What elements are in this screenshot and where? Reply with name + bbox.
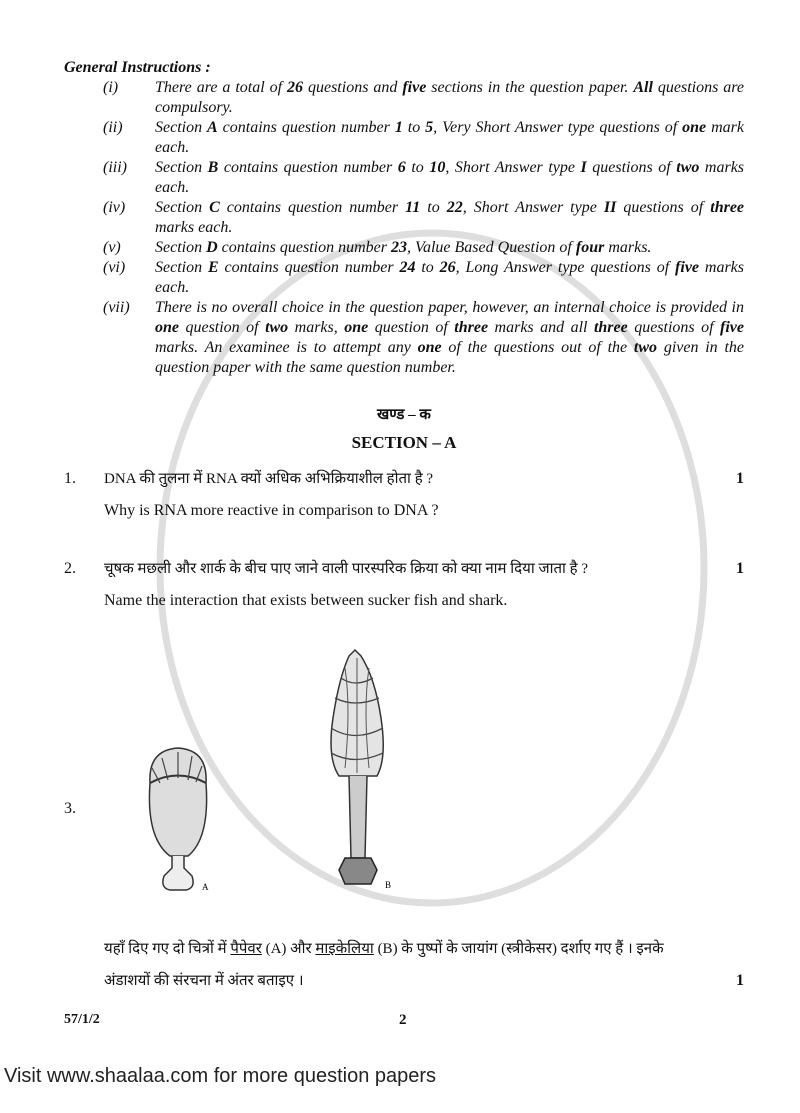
emphasis: C bbox=[209, 199, 220, 216]
emphasis: E bbox=[207, 259, 219, 276]
instruction-number: (ii) bbox=[103, 119, 123, 136]
instruction-item bbox=[103, 258, 744, 298]
emphasis: 11 bbox=[405, 199, 421, 216]
question-marks: 1 bbox=[736, 470, 744, 487]
figure-michelia-gynoecium bbox=[315, 648, 405, 910]
emphasis: three bbox=[454, 319, 489, 336]
figure-label-b: B bbox=[385, 880, 392, 890]
emphasis: one bbox=[682, 119, 707, 136]
text-part: to bbox=[402, 119, 426, 136]
question-text-hindi: DNA की तुलना में RNA क्यों अधिक अभिक्रियाशील होता है ? bbox=[104, 471, 434, 487]
text-part: contains question number bbox=[218, 259, 400, 276]
term-michelia: माइकेलिया bbox=[315, 941, 374, 957]
emphasis: three bbox=[593, 319, 628, 336]
question-number: 2. bbox=[64, 560, 76, 577]
instruction-number: (iv) bbox=[103, 199, 126, 216]
instruction-item bbox=[103, 298, 744, 378]
page-number: 2 bbox=[399, 1012, 407, 1028]
text-part: questions and bbox=[303, 79, 403, 96]
visit-banner[interactable] bbox=[4, 1064, 744, 1088]
question-number: 1. bbox=[64, 470, 76, 487]
text-part: question of bbox=[179, 319, 266, 336]
figure-label-a: A bbox=[202, 882, 209, 892]
text-part: marks each. bbox=[155, 259, 745, 296]
text-part: (A) और bbox=[261, 941, 316, 957]
text-part: , Value Based Question of bbox=[406, 239, 576, 256]
footer bbox=[64, 1010, 744, 1030]
text-part: mark each. bbox=[155, 119, 744, 156]
text-part: marks each. bbox=[155, 159, 745, 196]
emphasis: three bbox=[710, 199, 745, 216]
emphasis: two bbox=[633, 339, 658, 356]
emphasis: II bbox=[603, 199, 617, 216]
emphasis: 6 bbox=[397, 159, 406, 176]
question-marks: 1 bbox=[736, 972, 744, 989]
emphasis: 26 bbox=[287, 79, 304, 96]
text-part: There is no overall choice in the question paper, however, an internal choice is provided in bbox=[155, 299, 744, 316]
text-part: marks and all bbox=[488, 319, 594, 336]
text-part: marks each. bbox=[155, 219, 233, 236]
text-part: Section bbox=[155, 239, 207, 256]
emphasis: 1 bbox=[394, 119, 403, 136]
visit-text[interactable]: Visit www.shaalaa.com for more question papers bbox=[4, 1065, 437, 1087]
question-text-english: Name the interaction that exists between sucker fish and shark. bbox=[104, 592, 508, 609]
emphasis: 5 bbox=[425, 119, 434, 136]
emphasis: 10 bbox=[429, 159, 446, 176]
emphasis: four bbox=[575, 239, 605, 256]
text-part: marks, bbox=[288, 319, 345, 336]
instruction-text bbox=[155, 198, 744, 238]
question-marks: 1 bbox=[736, 560, 744, 577]
question-1 bbox=[64, 468, 744, 522]
term-papaver: पैपेवर bbox=[230, 941, 262, 957]
text-part: questions are compulsory. bbox=[155, 79, 744, 116]
instruction-number: (vii) bbox=[103, 299, 130, 316]
instruction-item bbox=[103, 158, 744, 198]
text-part: question of bbox=[368, 319, 455, 336]
text-part: , Long Answer type questions of bbox=[455, 259, 676, 276]
section-title-hindi: खण्ड – क bbox=[377, 407, 431, 423]
emphasis: two bbox=[676, 159, 700, 176]
text-part: questions of bbox=[627, 319, 721, 336]
emphasis: 22 bbox=[446, 199, 463, 216]
instruction-text bbox=[155, 258, 744, 298]
emphasis: A bbox=[207, 119, 218, 136]
text-part: , Very Short Answer type questions of bbox=[433, 119, 683, 136]
text-part: marks. An examinee is to attempt any bbox=[155, 339, 418, 356]
question-text-hindi bbox=[104, 938, 704, 960]
emphasis: one bbox=[155, 319, 179, 336]
section-title: SECTION – A bbox=[351, 433, 457, 452]
text-part: यहाँ दिए गए दो चित्रों में bbox=[104, 941, 231, 957]
text-part: There are a total of bbox=[155, 79, 288, 96]
emphasis: five bbox=[402, 79, 427, 96]
instruction-number: (iii) bbox=[103, 159, 127, 176]
text-part: contains question number bbox=[217, 119, 395, 136]
question-text-hindi-line2: अंडाशयों की संरचना में अंतर बताइए । bbox=[104, 973, 304, 989]
emphasis: 23 bbox=[390, 239, 407, 256]
question-text-english: Why is RNA more reactive in comparison to DNA ? bbox=[104, 502, 439, 519]
text-part: , Short Answer type bbox=[445, 159, 581, 176]
instruction-item bbox=[103, 198, 744, 238]
text-part: contains question number bbox=[219, 199, 406, 216]
text-part: of the questions out of the bbox=[441, 339, 634, 356]
text-part: contains question number bbox=[218, 159, 398, 176]
text-part: Section bbox=[155, 159, 208, 176]
paper-code: 57/1/2 bbox=[64, 1012, 100, 1027]
emphasis: one bbox=[417, 339, 442, 356]
text-part: (B) के पुष्पों के जायांग (स्त्रीकेसर) दर्शाए गए हैं । इनके bbox=[373, 941, 664, 957]
text-part: to bbox=[405, 159, 430, 176]
text-part: sections in the question paper. bbox=[426, 79, 634, 96]
instruction-item bbox=[103, 118, 744, 158]
question-2 bbox=[64, 558, 744, 612]
instruction-number: (vi) bbox=[103, 259, 126, 276]
emphasis: two bbox=[265, 319, 289, 336]
emphasis: 26 bbox=[439, 259, 456, 276]
text-part: contains question number bbox=[217, 239, 391, 256]
figure-papaver-gynoecium bbox=[130, 738, 220, 908]
text-part: Section bbox=[155, 119, 208, 136]
emphasis: All bbox=[633, 79, 653, 96]
instructions-title: General Instructions : bbox=[64, 59, 211, 76]
emphasis: one bbox=[344, 319, 369, 336]
text-part: to bbox=[415, 259, 440, 276]
question-text-hindi: चूषक मछली और शार्क के बीच पाए जाने वाली पारस्परिक क्रिया को क्या नाम दिया जाता है ? bbox=[104, 561, 589, 577]
instruction-text bbox=[155, 78, 744, 118]
emphasis: I bbox=[580, 159, 587, 176]
emphasis: D bbox=[206, 239, 218, 256]
text-part: Section bbox=[155, 259, 208, 276]
question-3 bbox=[64, 648, 744, 992]
text-part: to bbox=[420, 199, 447, 216]
emphasis: five bbox=[720, 319, 745, 336]
instruction-number: (i) bbox=[103, 79, 119, 96]
emphasis: 24 bbox=[399, 259, 416, 276]
instruction-text bbox=[155, 118, 744, 158]
figures bbox=[64, 648, 704, 938]
text-part: questions of bbox=[586, 159, 677, 176]
text-part: questions of bbox=[616, 199, 711, 216]
instructions-list bbox=[103, 78, 744, 378]
text-part: , Short Answer type bbox=[462, 199, 604, 216]
instruction-item bbox=[103, 78, 744, 118]
instruction-text bbox=[155, 298, 744, 378]
text-part: marks. bbox=[604, 239, 652, 256]
text-part: Section bbox=[155, 199, 210, 216]
instruction-text bbox=[155, 158, 744, 198]
instruction-number: (v) bbox=[103, 239, 121, 256]
instruction-item bbox=[103, 238, 744, 258]
instruction-text bbox=[155, 238, 744, 258]
question-number: 3. bbox=[64, 800, 76, 817]
emphasis: five bbox=[675, 259, 700, 276]
emphasis: B bbox=[207, 159, 219, 176]
text-part: given in the question paper with the same question number. bbox=[155, 339, 745, 376]
